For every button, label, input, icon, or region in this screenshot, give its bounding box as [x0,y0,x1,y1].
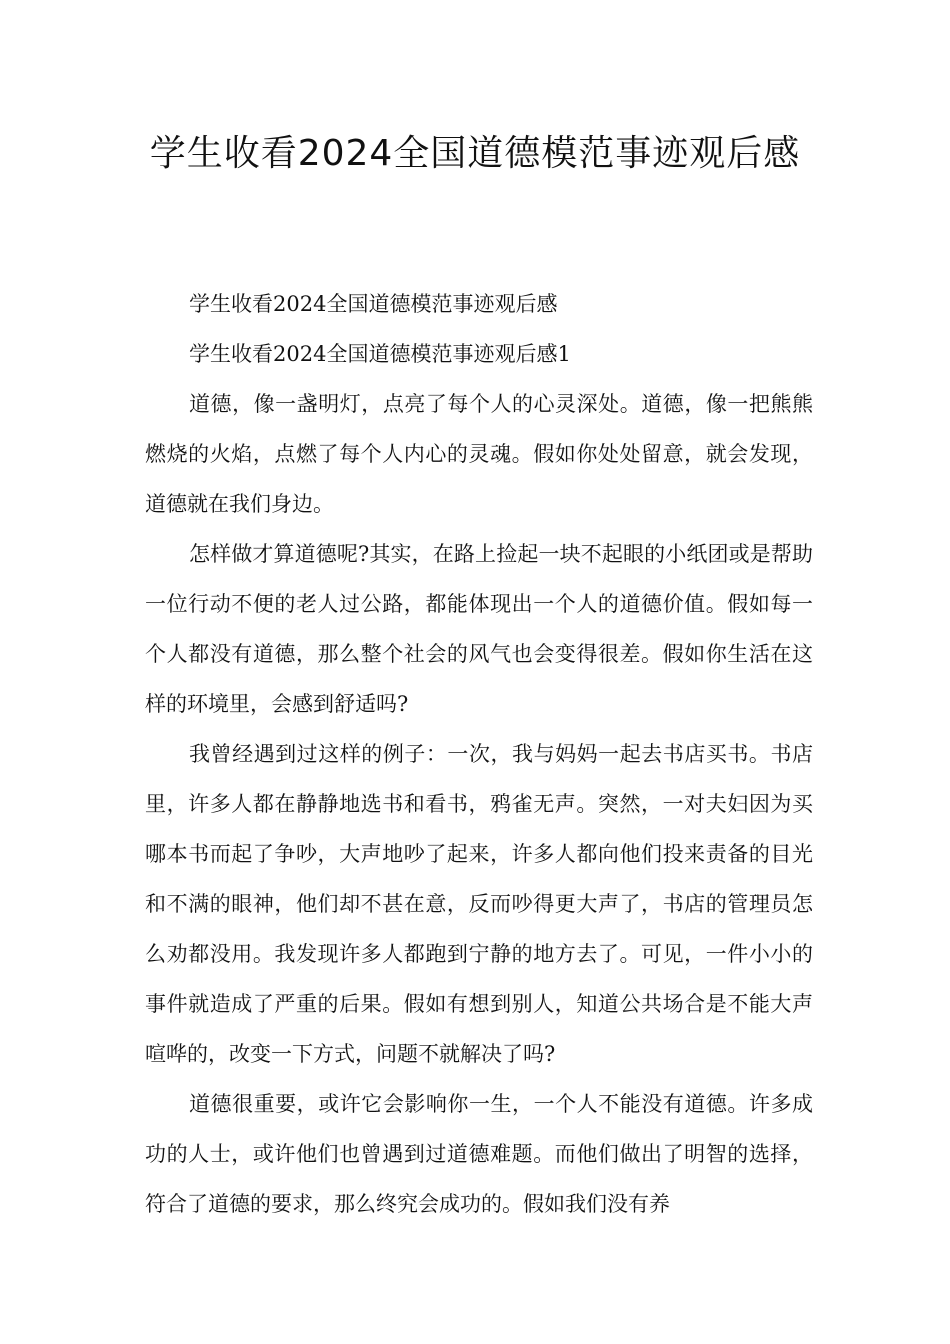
paragraph: 道德，像一盏明灯，点亮了每个人的心灵深处。道德，像一把熊熊燃烧的火焰，点燃了每个人内心的灵魂。假如你处处留意，就会发现，道德就在我们身边。 [145,392,813,516]
paragraph-subtitle: 学生收看2024全国道德模范事迹观后感 [189,292,558,316]
paragraph: 怎样做才算道德呢?其实，在路上捡起一块不起眼的小纸团或是帮助一位行动不便的老人过公路，都能体现出一个人的道德价值。假如每一个人都没有道德，那么整个社会的风气也会变得很差。假如你生活在这样的环境里，会感到舒适吗? [145,542,813,716]
paragraph: 道德很重要，或许它会影响你一生，一个人不能没有道德。许多成功的人士，或许他们也曾遇到过道德难题。而他们做出了明智的选择，符合了道德的要求，那么终究会成功的。假如我们没有养 [145,1092,813,1216]
document-title: 学生收看2024全国道德模范事迹观后感 [149,133,801,174]
document-body [145,279,813,1229]
paragraph: 我曾经遇到过这样的例子：一次，我与妈妈一起去书店买书。书店里，许多人都在静静地选书和看书，鸦雀无声。突然，一对夫妇因为买哪本书而起了争吵，大声地吵了起来，许多人都向他们投来责备的目光和不满的眼神，他们却不甚在意，反而吵得更大声了，书店的管理员怎么劝都没用。我发现许多人都跑到宁静的地方去了。可见，一件小小的事件就造成了严重的后果。假如有想到别人，知道公共场合是不能大声喧哗的，改变一下方式，问题不就解决了吗? [145,742,813,1066]
paragraph-section-heading: 学生收看2024全国道德模范事迹观后感1 [189,342,571,366]
